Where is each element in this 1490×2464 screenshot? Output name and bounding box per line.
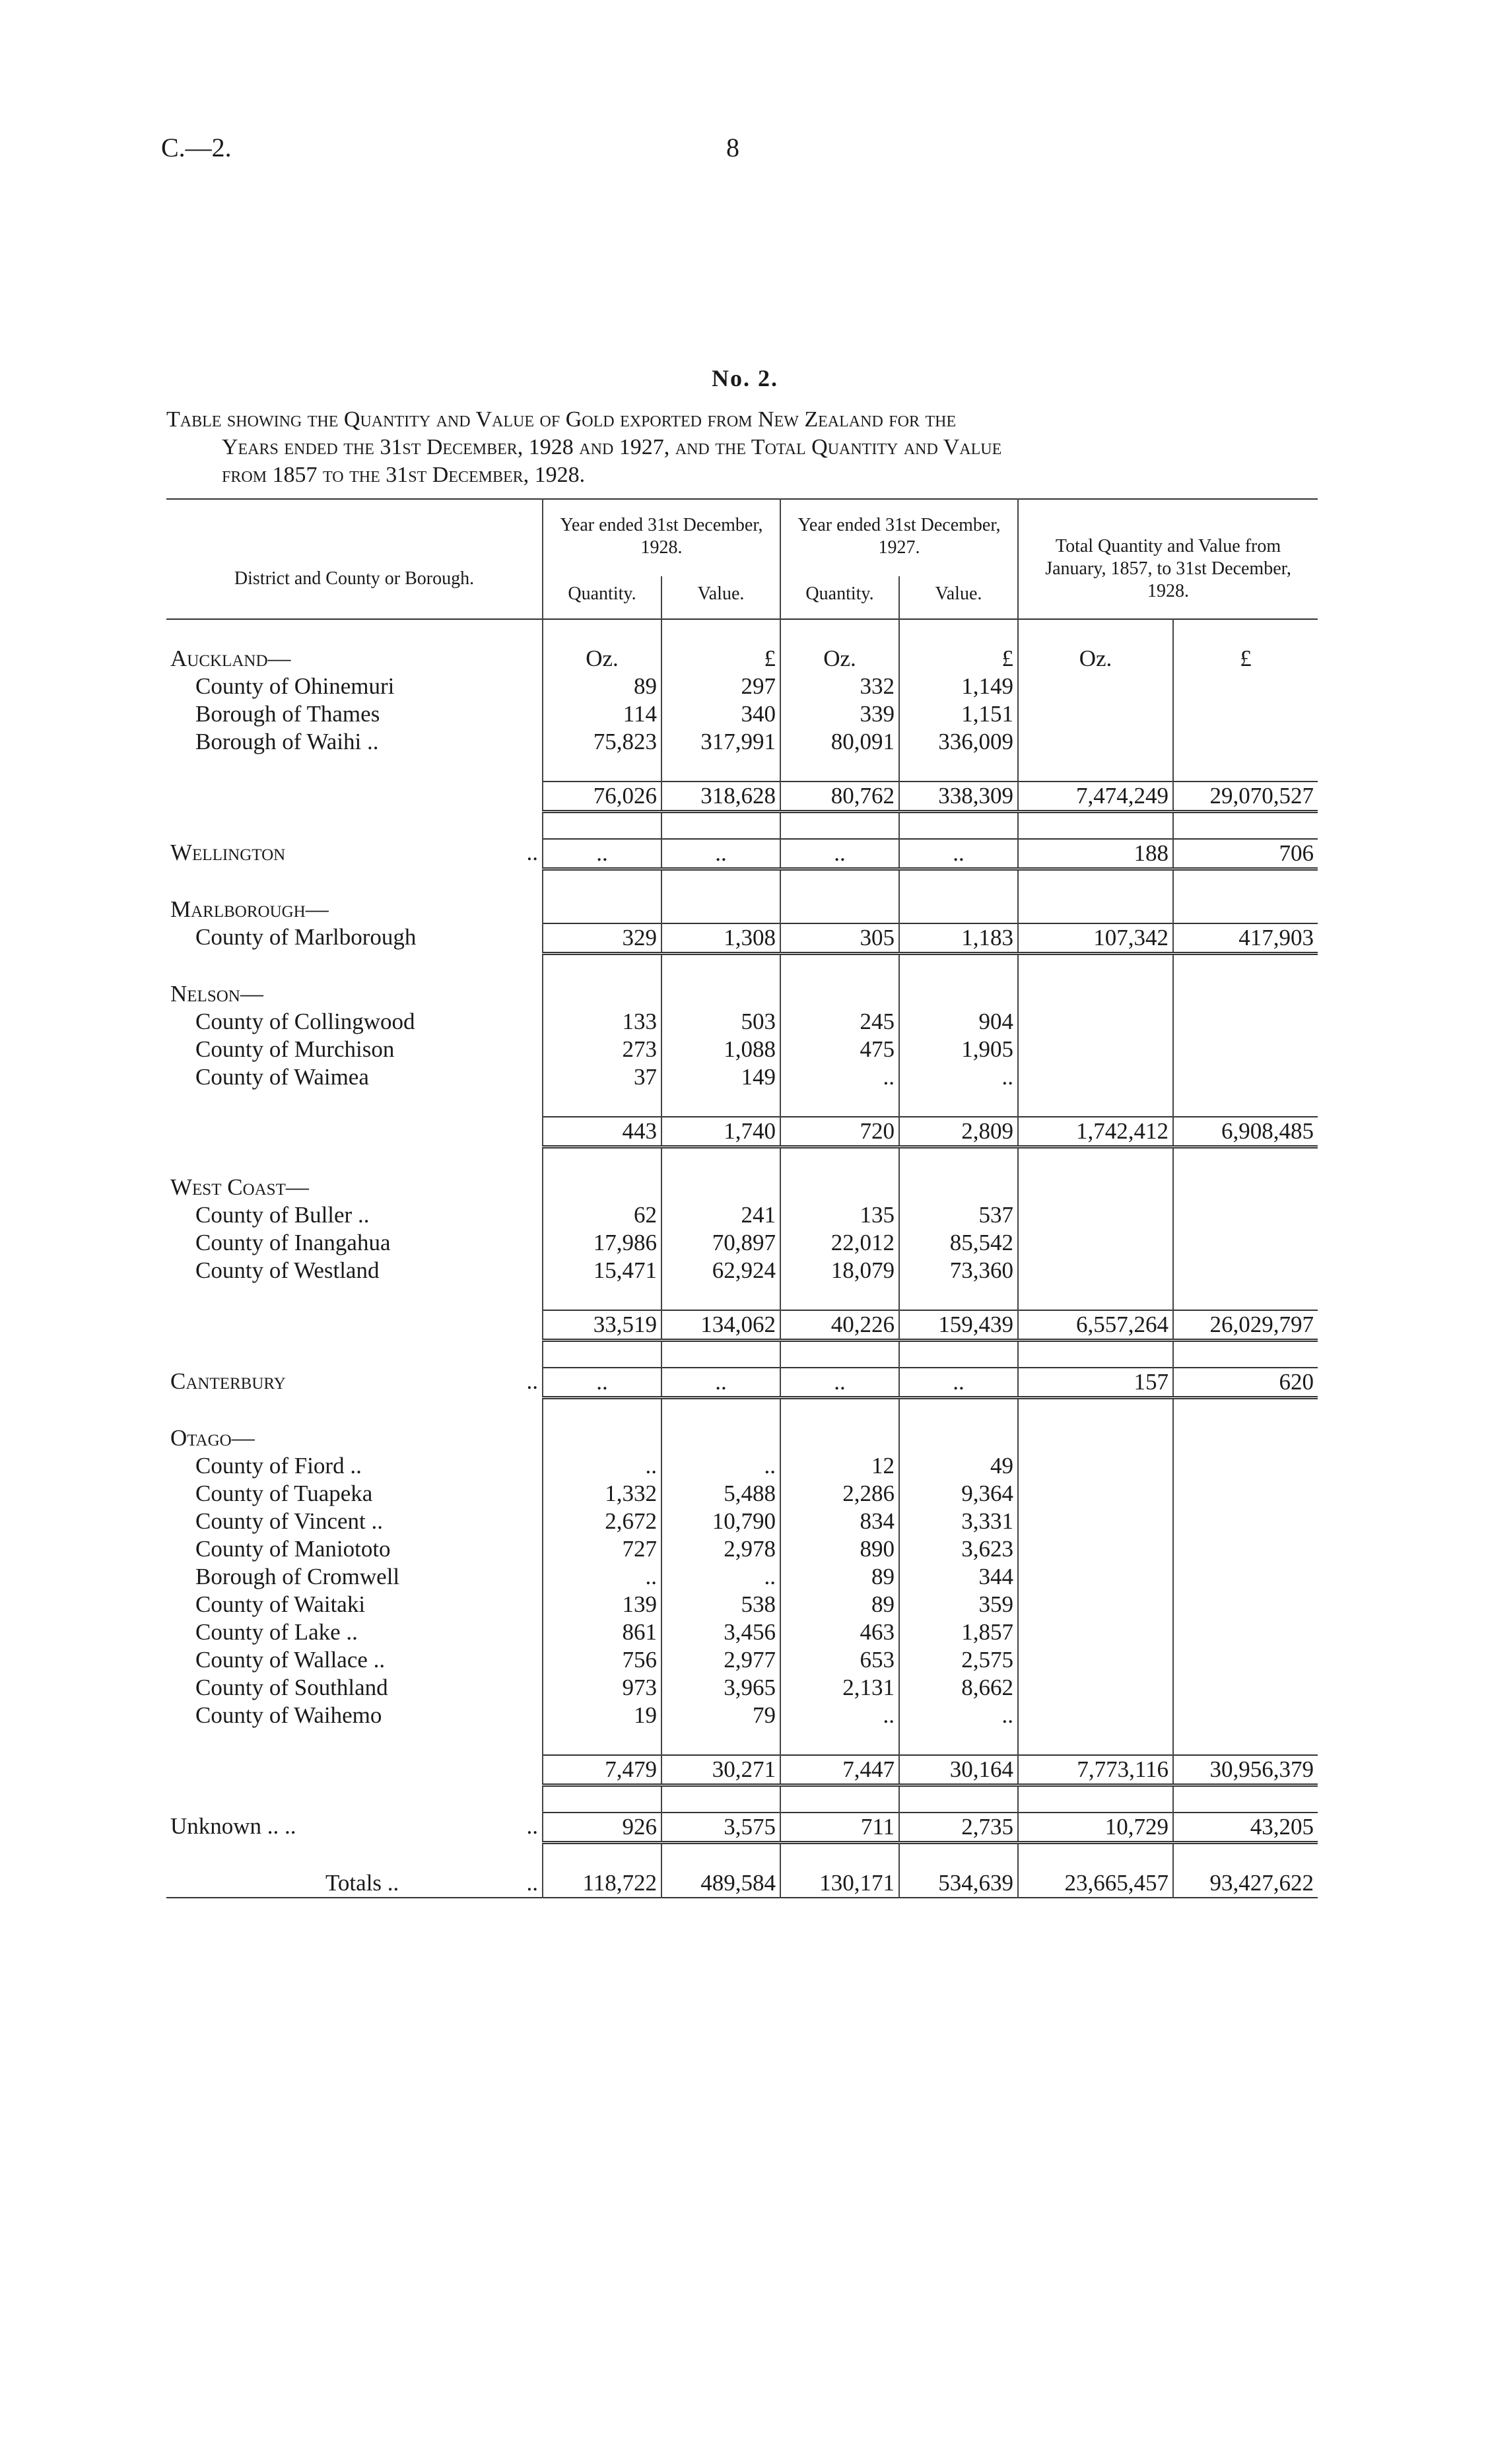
qty-1927: 475 bbox=[780, 1036, 899, 1063]
table-row bbox=[166, 1036, 1318, 1063]
value-1927: 537 bbox=[899, 1201, 1018, 1229]
gold-export-table bbox=[166, 498, 1318, 1923]
value-1927: 1,183 bbox=[899, 923, 1018, 954]
subtotal-row bbox=[166, 782, 1318, 812]
value-1927: 30,164 bbox=[899, 1755, 1018, 1785]
qty-1927: 7,447 bbox=[780, 1755, 899, 1785]
value-1928: 149 bbox=[661, 1063, 780, 1091]
table-caption bbox=[166, 406, 1315, 489]
qty-1928: 1,332 bbox=[543, 1480, 661, 1508]
qty-1928: 861 bbox=[543, 1618, 661, 1646]
row-label: County of Inangahua bbox=[195, 1230, 391, 1255]
value-1927-header: Value. bbox=[899, 576, 1018, 619]
row-label: County of Ohinemuri bbox=[195, 673, 395, 699]
total-value: 417,903 bbox=[1173, 923, 1318, 954]
unit-pound: £ bbox=[1173, 645, 1318, 673]
unit-oz: Oz. bbox=[780, 645, 899, 673]
section-wellington bbox=[166, 839, 1318, 869]
value-1927: 3,623 bbox=[899, 1535, 1018, 1563]
total-qty: 1,742,412 bbox=[1018, 1117, 1173, 1147]
district-name: Marlborough— bbox=[170, 896, 329, 922]
value-1927: 1,149 bbox=[899, 673, 1018, 700]
value-1928: 318,628 bbox=[661, 782, 780, 812]
unit-oz: Oz. bbox=[543, 645, 661, 673]
value-1927: 344 bbox=[899, 1563, 1018, 1591]
total-qty: 107,342 bbox=[1018, 923, 1173, 954]
row-label: County of Fiord .. bbox=[195, 1453, 362, 1479]
qty-1928: 273 bbox=[543, 1036, 661, 1063]
row-label: County of Marlborough bbox=[195, 924, 417, 950]
value-1928: 3,456 bbox=[661, 1618, 780, 1646]
value-1928: .. bbox=[661, 1368, 780, 1398]
table-row bbox=[166, 1257, 1318, 1284]
section-otago bbox=[166, 1424, 1318, 1452]
table-row bbox=[166, 1702, 1318, 1729]
value-1927: 338,309 bbox=[899, 782, 1018, 812]
district-name: Canterbury .. bbox=[170, 1368, 538, 1394]
row-label: County of Waimea bbox=[195, 1064, 369, 1090]
subtotal-row bbox=[166, 1310, 1318, 1341]
qty-1927: .. bbox=[780, 1702, 899, 1729]
total-qty: 188 bbox=[1018, 839, 1173, 869]
row-label: County of Vincent .. bbox=[195, 1508, 384, 1534]
value-1928: 340 bbox=[661, 700, 780, 728]
qty-1928: .. bbox=[543, 839, 661, 869]
qty-1928: 329 bbox=[543, 923, 661, 954]
qty-1927: .. bbox=[780, 1368, 899, 1398]
qty-1928: 7,479 bbox=[543, 1755, 661, 1785]
total-qty: 23,665,457 bbox=[1018, 1869, 1173, 1898]
table-row bbox=[166, 1535, 1318, 1563]
row-label: County of Murchison bbox=[195, 1036, 395, 1062]
section-canterbury bbox=[166, 1368, 1318, 1398]
qty-1927: 89 bbox=[780, 1563, 899, 1591]
quantity-1927-header: Quantity. bbox=[780, 576, 899, 619]
year-1928-header: Year ended 31st December, 1928. bbox=[543, 499, 780, 576]
qty-1928: 37 bbox=[543, 1063, 661, 1091]
row-label: County of Southland bbox=[195, 1675, 388, 1700]
section-unknown bbox=[166, 1813, 1318, 1843]
total-qty: 10,729 bbox=[1018, 1813, 1173, 1843]
qty-1927: 890 bbox=[780, 1535, 899, 1563]
table-row bbox=[166, 923, 1318, 954]
qty-1928: 727 bbox=[543, 1535, 661, 1563]
value-1927: 8,662 bbox=[899, 1674, 1018, 1702]
qty-1928: 133 bbox=[543, 1008, 661, 1036]
district-name: Wellington .. bbox=[170, 840, 538, 865]
qty-1928: .. bbox=[543, 1563, 661, 1591]
table-row bbox=[166, 1008, 1318, 1036]
qty-1928: 17,986 bbox=[543, 1229, 661, 1257]
row-label: County of Maniototo bbox=[195, 1536, 391, 1562]
value-1927: 534,639 bbox=[899, 1869, 1018, 1898]
qty-1927: 18,079 bbox=[780, 1257, 899, 1284]
value-1927: 2,735 bbox=[899, 1813, 1018, 1843]
row-label: County of Collingwood bbox=[195, 1009, 415, 1034]
qty-1928: 62 bbox=[543, 1201, 661, 1229]
qty-1927: 135 bbox=[780, 1201, 899, 1229]
value-1927: 359 bbox=[899, 1591, 1018, 1618]
value-1928: .. bbox=[661, 1563, 780, 1591]
qty-1927: .. bbox=[780, 839, 899, 869]
row-label: Borough of Cromwell bbox=[195, 1564, 400, 1589]
district-name: Nelson— bbox=[170, 981, 263, 1007]
unit-oz: Oz. bbox=[1018, 645, 1173, 673]
unit-pound: £ bbox=[661, 645, 780, 673]
qty-1927: 653 bbox=[780, 1646, 899, 1674]
qty-1927: 130,171 bbox=[780, 1869, 899, 1898]
value-1928: 538 bbox=[661, 1591, 780, 1618]
table-row bbox=[166, 700, 1318, 728]
qty-1928: 19 bbox=[543, 1702, 661, 1729]
qty-1927: 89 bbox=[780, 1591, 899, 1618]
caption-line-2: Years ended the 31st December, 1928 and 1927, and the Total Quantity and Value bbox=[222, 435, 1002, 459]
qty-1927: 80,762 bbox=[780, 782, 899, 812]
table-row bbox=[166, 728, 1318, 756]
table-row bbox=[166, 1618, 1318, 1646]
row-label: County of Buller .. bbox=[195, 1202, 370, 1228]
value-1928: 134,062 bbox=[661, 1310, 780, 1341]
value-1928: 10,790 bbox=[661, 1508, 780, 1535]
qty-1927: 305 bbox=[780, 923, 899, 954]
qty-1927: 2,286 bbox=[780, 1480, 899, 1508]
total-value: 43,205 bbox=[1173, 1813, 1318, 1843]
qty-1927: 12 bbox=[780, 1452, 899, 1480]
value-1927: .. bbox=[899, 1063, 1018, 1091]
total-qty: 7,474,249 bbox=[1018, 782, 1173, 812]
qty-1928: 89 bbox=[543, 673, 661, 700]
value-1928: .. bbox=[661, 1452, 780, 1480]
qty-1928: 33,519 bbox=[543, 1310, 661, 1341]
qty-1928: 926 bbox=[543, 1813, 661, 1843]
table-row bbox=[166, 1063, 1318, 1091]
table-row bbox=[166, 1674, 1318, 1702]
totals-label: Totals .. .. bbox=[325, 1870, 538, 1896]
total-value: 29,070,527 bbox=[1173, 782, 1318, 812]
qty-1927: 245 bbox=[780, 1008, 899, 1036]
value-1927: 3,331 bbox=[899, 1508, 1018, 1535]
total-header: Total Quantity and Value from January, 1857, to 31st December, 1928. bbox=[1018, 499, 1318, 619]
row-label: Borough of Waihi .. bbox=[195, 729, 379, 754]
quantity-1928-header: Quantity. bbox=[543, 576, 661, 619]
row-label: County of Waitaki bbox=[195, 1591, 366, 1617]
section-west-coast bbox=[166, 1174, 1318, 1201]
value-1927: .. bbox=[899, 1368, 1018, 1398]
section-nelson bbox=[166, 980, 1318, 1008]
total-qty: 6,557,264 bbox=[1018, 1310, 1173, 1341]
value-1928: 62,924 bbox=[661, 1257, 780, 1284]
caption-line-1: Table showing the Quantity and Value of Gold exported from New Zealand for the bbox=[166, 407, 957, 432]
total-value: 93,427,622 bbox=[1173, 1869, 1318, 1898]
table-row bbox=[166, 673, 1318, 700]
qty-1928: 114 bbox=[543, 700, 661, 728]
qty-1928: 139 bbox=[543, 1591, 661, 1618]
qty-1928: 973 bbox=[543, 1674, 661, 1702]
qty-1928: 2,672 bbox=[543, 1508, 661, 1535]
year-1927-header: Year ended 31st December, 1927. bbox=[780, 499, 1018, 576]
district-header: District and County or Borough. bbox=[234, 568, 475, 589]
total-value: 26,029,797 bbox=[1173, 1310, 1318, 1341]
value-1928: 3,965 bbox=[661, 1674, 780, 1702]
value-1927: 336,009 bbox=[899, 728, 1018, 756]
table-row bbox=[166, 1201, 1318, 1229]
value-1928-header: Value. bbox=[661, 576, 780, 619]
table-row bbox=[166, 1480, 1318, 1508]
value-1928: 30,271 bbox=[661, 1755, 780, 1785]
value-1927: 85,542 bbox=[899, 1229, 1018, 1257]
qty-1927: .. bbox=[780, 1063, 899, 1091]
value-1927: 904 bbox=[899, 1008, 1018, 1036]
page-reference: C.—2. bbox=[161, 133, 232, 162]
qty-1928: 15,471 bbox=[543, 1257, 661, 1284]
qty-1928: .. bbox=[543, 1452, 661, 1480]
table-row bbox=[166, 1591, 1318, 1618]
qty-1928: 76,026 bbox=[543, 782, 661, 812]
section-auckland bbox=[166, 645, 1318, 673]
row-label: County of Tuapeka bbox=[195, 1481, 373, 1506]
value-1927: .. bbox=[899, 1702, 1018, 1729]
total-value: 6,908,485 bbox=[1173, 1117, 1318, 1147]
value-1928: 503 bbox=[661, 1008, 780, 1036]
value-1927: .. bbox=[899, 839, 1018, 869]
table-row bbox=[166, 1563, 1318, 1591]
value-1927: 49 bbox=[899, 1452, 1018, 1480]
row-label: Borough of Thames bbox=[195, 701, 380, 727]
section-marlborough bbox=[166, 896, 1318, 923]
table-row bbox=[166, 1646, 1318, 1674]
value-1927: 73,360 bbox=[899, 1257, 1018, 1284]
qty-1928: 75,823 bbox=[543, 728, 661, 756]
total-value: 620 bbox=[1173, 1368, 1318, 1398]
value-1928: 1,088 bbox=[661, 1036, 780, 1063]
value-1928: 317,991 bbox=[661, 728, 780, 756]
total-value: 706 bbox=[1173, 839, 1318, 869]
value-1928: 5,488 bbox=[661, 1480, 780, 1508]
qty-1927: 80,091 bbox=[780, 728, 899, 756]
value-1928: 1,308 bbox=[661, 923, 780, 954]
value-1927: 159,439 bbox=[899, 1310, 1018, 1341]
qty-1927: 332 bbox=[780, 673, 899, 700]
value-1928: 241 bbox=[661, 1201, 780, 1229]
district-name: Auckland— bbox=[170, 646, 291, 671]
qty-1928: 118,722 bbox=[543, 1869, 661, 1898]
value-1927: 9,364 bbox=[899, 1480, 1018, 1508]
table-number: No. 2. bbox=[712, 365, 778, 391]
value-1928: 489,584 bbox=[661, 1869, 780, 1898]
district-name: Otago— bbox=[170, 1425, 255, 1451]
qty-1927: 463 bbox=[780, 1618, 899, 1646]
district-name: Unknown .. .. .. bbox=[170, 1813, 538, 1839]
value-1928: 2,978 bbox=[661, 1535, 780, 1563]
value-1928: 297 bbox=[661, 673, 780, 700]
qty-1927: 2,131 bbox=[780, 1674, 899, 1702]
qty-1928: 443 bbox=[543, 1117, 661, 1147]
total-qty: 157 bbox=[1018, 1368, 1173, 1398]
value-1927: 2,575 bbox=[899, 1646, 1018, 1674]
value-1927: 2,809 bbox=[899, 1117, 1018, 1147]
row-label: County of Westland bbox=[195, 1257, 380, 1283]
qty-1927: 339 bbox=[780, 700, 899, 728]
table-row bbox=[166, 1229, 1318, 1257]
value-1928: 3,575 bbox=[661, 1813, 780, 1843]
qty-1927: 711 bbox=[780, 1813, 899, 1843]
caption-line-3: from 1857 to the 31st December, 1928. bbox=[222, 463, 586, 487]
district-name: West Coast— bbox=[170, 1174, 309, 1200]
table-row bbox=[166, 1452, 1318, 1480]
totals-row bbox=[166, 1869, 1318, 1898]
row-label: County of Wallace .. bbox=[195, 1647, 386, 1673]
value-1928: 1,740 bbox=[661, 1117, 780, 1147]
page-number: 8 bbox=[726, 133, 739, 162]
qty-1928: .. bbox=[543, 1368, 661, 1398]
qty-1927: 720 bbox=[780, 1117, 899, 1147]
value-1927: 1,857 bbox=[899, 1618, 1018, 1646]
value-1927: 1,151 bbox=[899, 700, 1018, 728]
table-row bbox=[166, 1508, 1318, 1535]
qty-1927: 40,226 bbox=[780, 1310, 899, 1341]
total-value: 30,956,379 bbox=[1173, 1755, 1318, 1785]
subtotal-row bbox=[166, 1755, 1318, 1785]
unit-pound: £ bbox=[899, 645, 1018, 673]
total-qty: 7,773,116 bbox=[1018, 1755, 1173, 1785]
qty-1927: 22,012 bbox=[780, 1229, 899, 1257]
value-1928: 2,977 bbox=[661, 1646, 780, 1674]
value-1927: 1,905 bbox=[899, 1036, 1018, 1063]
qty-1928: 756 bbox=[543, 1646, 661, 1674]
row-label: County of Lake .. bbox=[195, 1619, 358, 1645]
subtotal-row bbox=[166, 1117, 1318, 1147]
value-1928: 79 bbox=[661, 1702, 780, 1729]
header-row bbox=[166, 499, 1318, 576]
value-1928: 70,897 bbox=[661, 1229, 780, 1257]
row-label: County of Waihemo bbox=[195, 1702, 382, 1728]
value-1928: .. bbox=[661, 839, 780, 869]
qty-1927: 834 bbox=[780, 1508, 899, 1535]
